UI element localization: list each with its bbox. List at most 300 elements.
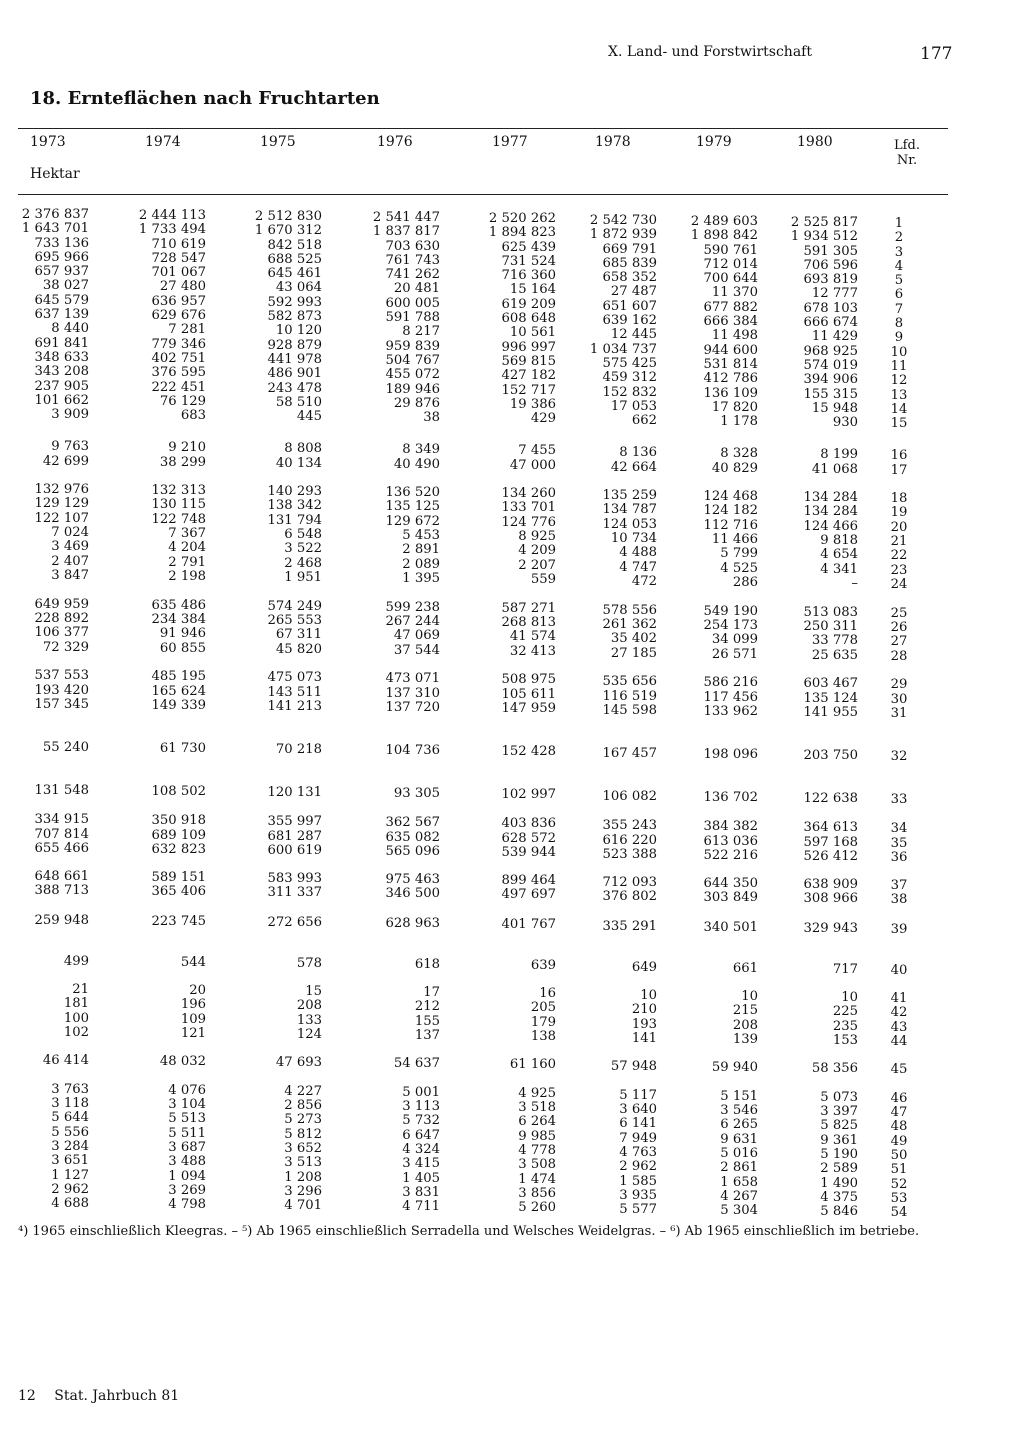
table-cell: 4 798	[168, 1197, 206, 1213]
table-cell: 102	[63, 1025, 89, 1040]
table-cell: 691 841	[34, 336, 89, 351]
table-cell: 203 750	[803, 747, 858, 763]
table-cell: 355 243	[602, 817, 657, 833]
table-cell: 473 071	[385, 671, 440, 687]
table-cell: 35 402	[610, 630, 657, 646]
table-cell: 235	[832, 1018, 858, 1034]
table-cell: 19 386	[509, 397, 556, 413]
table-cell: 108 502	[151, 784, 206, 800]
year-header: 1976	[377, 134, 413, 150]
table-cell: 5 825	[820, 1117, 858, 1133]
row-number: 28	[890, 649, 908, 664]
table-cell: 2 791	[168, 555, 206, 571]
table-cell: 2 861	[720, 1159, 758, 1175]
table-cell: 608 648	[501, 311, 556, 327]
table-cell: 346 500	[385, 886, 440, 902]
table-cell: 5 453	[402, 528, 440, 544]
table-cell: 508 975	[501, 672, 556, 688]
table-cell: 5 273	[284, 1112, 322, 1128]
table-cell: 272 656	[267, 915, 322, 931]
table-cell: 122 638	[803, 790, 858, 806]
table-cell: 2 489 603	[690, 213, 758, 229]
row-number: 17	[890, 463, 908, 478]
table-cell: 355 997	[267, 814, 322, 830]
table-cell: 544	[180, 955, 206, 971]
row-number: 49	[890, 1134, 908, 1149]
table-cell: 67 311	[275, 627, 322, 643]
table-cell: 930	[832, 414, 858, 430]
table-cell: 1 094	[168, 1169, 206, 1185]
table-cell: 589 151	[151, 870, 206, 886]
table-cell: 102 997	[501, 787, 556, 803]
table-cell: 47 000	[509, 458, 556, 474]
table-cell: 141 213	[267, 699, 322, 715]
table-cell: 6 141	[619, 1115, 657, 1131]
table-cell: 132 313	[151, 483, 206, 499]
table-cell: 644 350	[703, 875, 758, 891]
table-cell: 12 445	[610, 326, 657, 342]
table-cell: 132 976	[34, 482, 89, 497]
table-cell: 112 716	[703, 517, 758, 533]
table-cell: 4 204	[168, 540, 206, 556]
table-cell: 2 520 262	[488, 211, 556, 227]
table-cell: 348 633	[34, 350, 89, 365]
row-number: 52	[890, 1177, 908, 1192]
table-cell: 658 352	[602, 269, 657, 285]
table-cell: 2 962	[619, 1158, 657, 1174]
table-cell: 138 342	[267, 498, 322, 514]
table-cell: 155 315	[803, 386, 858, 402]
table-cell: 535 656	[602, 673, 657, 689]
table-cell: 427 182	[501, 368, 556, 384]
table-cell: 7 455	[518, 443, 556, 459]
table-cell: 677 882	[703, 299, 758, 315]
table-cell: 1 894 823	[488, 225, 556, 241]
table-cell: 928 879	[267, 338, 322, 354]
table-cell: 1 872 939	[589, 226, 657, 242]
table-cell: 133 962	[703, 703, 758, 719]
table-cell: 2 407	[51, 554, 89, 569]
table-cell: 403 836	[501, 816, 556, 832]
table-cell: 29 876	[393, 396, 440, 412]
table-cell: 5 117	[619, 1087, 657, 1103]
table-cell: 3 909	[51, 407, 89, 422]
table-cell: 120 131	[267, 785, 322, 801]
table-cell: 61 160	[509, 1057, 556, 1073]
table-cell: 657 937	[34, 264, 89, 279]
table-cell: 1 670 312	[254, 223, 322, 239]
table-cell: 208	[732, 1017, 758, 1033]
table-cell: 27 480	[159, 279, 206, 295]
table-cell: 1 395	[402, 571, 440, 587]
table-cell: 4 209	[518, 543, 556, 559]
table-cell: 5 846	[820, 1203, 858, 1219]
row-number: 7	[894, 302, 904, 317]
table-cell: 43 064	[275, 280, 322, 296]
table-cell: 539 944	[501, 845, 556, 861]
table-cell: 212	[414, 999, 440, 1015]
table-cell: 779 346	[151, 337, 206, 353]
table-cell: 3 397	[820, 1103, 858, 1119]
row-number: 29	[890, 677, 908, 692]
row-number: 30	[890, 692, 908, 707]
table-cell: 4 747	[619, 559, 657, 575]
table-cell: 459 312	[602, 369, 657, 385]
table-cell: 648 661	[34, 869, 89, 884]
table-cell: 569 815	[501, 354, 556, 370]
table-cell: 122 748	[151, 512, 206, 528]
table-cell: 340 501	[703, 919, 758, 935]
table-cell: 91 946	[159, 626, 206, 642]
table-top-rule	[18, 128, 948, 129]
table-cell: 959 839	[385, 339, 440, 355]
table-cell: 376 595	[151, 365, 206, 381]
table-cell: 639 162	[602, 312, 657, 328]
table-cell: 4 763	[619, 1144, 657, 1160]
table-cell: 54 637	[393, 1056, 440, 1072]
table-cell: 105 611	[501, 687, 556, 703]
table-cell: 3 522	[284, 541, 322, 557]
table-cell: 41 068	[811, 461, 858, 477]
table-cell: 706 596	[803, 257, 858, 273]
table-cell: 429	[530, 411, 556, 427]
table-cell: 2 891	[402, 542, 440, 558]
table-cell: 40 829	[711, 460, 758, 476]
table-cell: 12 777	[811, 285, 858, 301]
table-cell: 1 178	[720, 413, 758, 429]
table-cell: 9 361	[820, 1132, 858, 1148]
table-cell: 5 001	[402, 1085, 440, 1101]
table-cell: 4 227	[284, 1084, 322, 1100]
table-cell: 944 600	[703, 342, 758, 358]
table-cell: 2 468	[284, 556, 322, 572]
table-cell: 136 520	[385, 485, 440, 501]
table-cell: 155	[414, 1014, 440, 1030]
year-header: 1980	[797, 134, 833, 150]
table-cell: 21	[72, 982, 89, 997]
table-cell: 93 305	[393, 786, 440, 802]
table-cell: 9 763	[51, 439, 89, 454]
table-cell: 628 572	[501, 831, 556, 847]
table-cell: 7 024	[51, 525, 89, 540]
table-cell: 15	[305, 984, 322, 1000]
table-cell: 4 525	[720, 560, 758, 576]
table-cell: 2 376 837	[21, 207, 89, 222]
table-cell: 4 375	[820, 1189, 858, 1205]
table-cell: 5 016	[720, 1145, 758, 1161]
table-cell: 106 377	[34, 625, 89, 640]
row-number: 47	[890, 1105, 908, 1120]
table-cell: 10 561	[509, 325, 556, 341]
sheet-number: 12	[18, 1388, 36, 1404]
table-cell: 124	[296, 1027, 322, 1043]
table-cell: 234 384	[151, 612, 206, 628]
table-cell: 996 997	[501, 340, 556, 356]
table-cell: 669 791	[602, 241, 657, 257]
table-cell: 616 220	[602, 832, 657, 848]
lfd-nr-header: Lfd. Nr.	[894, 138, 920, 168]
row-number: 34	[890, 821, 908, 836]
table-cell: 59 940	[711, 1059, 758, 1075]
table-cell: 1 405	[402, 1171, 440, 1187]
table-cell: 8 217	[402, 324, 440, 340]
table-cell: 3 763	[51, 1082, 89, 1097]
table-cell: 2 525 817	[790, 214, 858, 230]
table-cell: 42 699	[42, 454, 89, 469]
table-cell: 350 918	[151, 813, 206, 829]
table-cell: 61 730	[159, 741, 206, 757]
table-cell: 8 328	[720, 445, 758, 461]
table-cell: 5 190	[820, 1146, 858, 1162]
table-cell: 27 487	[610, 283, 657, 299]
table-cell: 140 293	[267, 484, 322, 500]
table-cell: 3 104	[168, 1097, 206, 1113]
table-cell: 8 925	[518, 529, 556, 545]
table-cell: 537 553	[34, 668, 89, 683]
table-cell: 57 948	[610, 1058, 657, 1074]
table-cell: 265 553	[267, 613, 322, 629]
table-cell: 129 129	[34, 496, 89, 511]
table-cell: 181	[63, 996, 89, 1011]
table-cell: 41 574	[509, 629, 556, 645]
table-cell: 710 619	[151, 237, 206, 253]
table-cell: 5 304	[720, 1202, 758, 1218]
table-cell: –	[851, 575, 858, 591]
table-cell: 4 778	[518, 1143, 556, 1159]
table-cell: 20	[189, 983, 206, 999]
table-cell: 7 281	[168, 322, 206, 338]
table-cell: 40 134	[275, 456, 322, 472]
table-cell: 215	[732, 1002, 758, 1018]
table-cell: 485 195	[151, 669, 206, 685]
table-cell: 4 324	[402, 1142, 440, 1158]
table-cell: 134 260	[501, 486, 556, 502]
table-cell: 662	[631, 412, 657, 428]
table-cell: 16	[539, 986, 556, 1002]
table-cell: 655 466	[34, 841, 89, 856]
table-cell: 135 259	[602, 487, 657, 503]
table-cell: 32 413	[509, 644, 556, 660]
table-cell: 9 631	[720, 1131, 758, 1147]
table-cell: 8 136	[619, 444, 657, 460]
table-cell: 46 414	[42, 1053, 89, 1068]
table-cell: 37 544	[393, 643, 440, 659]
row-number: 2	[894, 230, 904, 245]
table-cell: 223 745	[151, 914, 206, 930]
table-cell: 645 579	[34, 293, 89, 308]
table-cell: 632 823	[151, 842, 206, 858]
row-number: 9	[894, 330, 904, 345]
table-cell: 582 873	[267, 309, 322, 325]
table-cell: 2 089	[402, 557, 440, 573]
table-cell: 3 118	[51, 1096, 89, 1111]
row-number: 11	[890, 359, 908, 374]
row-number: 37	[890, 878, 908, 893]
table-cell: 703 630	[385, 239, 440, 255]
table-cell: 899 464	[501, 873, 556, 889]
table-cell: 412 786	[703, 370, 758, 386]
table-cell: 6 264	[518, 1114, 556, 1130]
table-cell: 565 096	[385, 844, 440, 860]
table-cell: 376 802	[602, 888, 657, 904]
table-cell: 733 136	[34, 236, 89, 251]
table-cell: 303 849	[703, 889, 758, 905]
table-cell: 637 139	[34, 307, 89, 322]
row-number: 16	[890, 448, 908, 463]
table-cell: 33 778	[811, 632, 858, 648]
table-cell: 4 076	[168, 1083, 206, 1099]
table-cell: 603 467	[803, 675, 858, 691]
table-cell: 124 053	[602, 516, 657, 532]
table-cell: 7 949	[619, 1130, 657, 1146]
table-cell: 599 238	[385, 600, 440, 616]
row-number: 4	[894, 259, 904, 274]
table-cell: 592 993	[267, 295, 322, 311]
row-number: 32	[890, 749, 908, 764]
table-cell: 104 736	[385, 743, 440, 759]
table-cell: 574 249	[267, 599, 322, 615]
table-cell: 9 985	[518, 1129, 556, 1145]
table-cell: 4 925	[518, 1086, 556, 1102]
row-number: 40	[890, 963, 908, 978]
table-cell: 228 892	[34, 611, 89, 626]
table-cell: 117 456	[703, 689, 758, 705]
table-cell: 1 127	[51, 1168, 89, 1183]
table-cell: 167 457	[602, 745, 657, 761]
table-cell: 5 151	[720, 1088, 758, 1104]
table-cell: 196	[180, 997, 206, 1013]
year-header: 1979	[696, 134, 732, 150]
footer-source: Stat. Jahrbuch 81	[54, 1388, 180, 1404]
table-cell: 10	[640, 987, 657, 1003]
table-cell: 138	[530, 1029, 556, 1045]
table-cell: 499	[63, 954, 89, 969]
row-number: 14	[890, 402, 908, 417]
table-cell: 681 287	[267, 829, 322, 845]
table-cell: 717	[832, 961, 858, 977]
table-cell: 134 284	[803, 489, 858, 505]
table-cell: 135 124	[803, 690, 858, 706]
table-cell: 124 182	[703, 502, 758, 518]
table-cell: 678 103	[803, 300, 858, 316]
row-number: 20	[890, 520, 908, 535]
table-cell: 139	[732, 1031, 758, 1047]
table-cell: 384 382	[703, 818, 758, 834]
table-cell: 394 906	[803, 371, 858, 387]
table-cell: 135 125	[385, 499, 440, 515]
table-cell: 2 589	[820, 1160, 858, 1176]
table-cell: 5 732	[402, 1113, 440, 1129]
table-cell: 124 776	[501, 515, 556, 531]
table-cell: 587 271	[501, 601, 556, 617]
table-cell: 1 733 494	[138, 222, 206, 238]
table-cell: 600 005	[385, 296, 440, 312]
table-cell: 688 525	[267, 252, 322, 268]
table-cell: 210	[631, 1001, 657, 1017]
table-cell: 11 429	[811, 328, 858, 344]
table-cell: 4 488	[619, 544, 657, 560]
table-cell: 578	[296, 956, 322, 972]
row-number: 26	[890, 620, 908, 635]
row-number: 43	[890, 1020, 908, 1035]
table-cell: 574 019	[803, 357, 858, 373]
table-cell: 549 190	[703, 603, 758, 619]
table-cell: 5 577	[619, 1201, 657, 1217]
table-cell: 651 607	[602, 298, 657, 314]
table-cell: 268 813	[501, 615, 556, 631]
table-cell: 109	[180, 1012, 206, 1028]
table-cell: 364 613	[803, 819, 858, 835]
table-cell: 311 337	[267, 885, 322, 901]
table-cell: 3 469	[51, 539, 89, 554]
table-cell: 137	[414, 1028, 440, 1044]
table-cell: 193	[631, 1016, 657, 1032]
row-number: 50	[890, 1148, 908, 1163]
table-cell: 712 093	[602, 874, 657, 890]
page-number: 177	[920, 44, 953, 64]
table-cell: 3 847	[51, 568, 89, 583]
table-cell: 728 547	[151, 251, 206, 267]
table-cell: 531 814	[703, 356, 758, 372]
table-cell: 133 701	[501, 500, 556, 516]
table-cell: 3 652	[284, 1141, 322, 1157]
table-cell: 3 546	[720, 1102, 758, 1118]
year-header: 1975	[260, 134, 296, 150]
table-cell: 11 498	[711, 327, 758, 343]
table-cell: 666 674	[803, 314, 858, 330]
table-cell: 11 370	[711, 284, 758, 300]
table-cell: 968 925	[803, 343, 858, 359]
table-cell: 4 711	[402, 1199, 440, 1215]
table-cell: 1 658	[720, 1174, 758, 1190]
table-cell: 455 072	[385, 367, 440, 383]
table-cell: 17	[423, 985, 440, 1001]
table-cell: 2 444 113	[138, 208, 206, 224]
table-cell: 3 513	[284, 1155, 322, 1171]
row-number: 22	[890, 548, 908, 563]
row-number: 42	[890, 1005, 908, 1020]
table-cell: 335 291	[602, 918, 657, 934]
table-cell: 475 073	[267, 670, 322, 686]
row-number: 35	[890, 836, 908, 851]
year-header: 1978	[595, 134, 631, 150]
footnote: ⁴) 1965 einschließlich Kleegras. – ⁵) Ab 1965 einschließlich Serradella und Welsches Weidelgras. – ⁶) Ab 1965 einschließlich im betriebe.	[18, 1224, 920, 1239]
table-cell: 5 812	[284, 1127, 322, 1143]
table-cell: 741 262	[385, 267, 440, 283]
table-cell: 712 014	[703, 256, 758, 272]
table-cell: 618	[414, 957, 440, 973]
table-cell: 189 946	[385, 382, 440, 398]
table-cell: 141 955	[803, 704, 858, 720]
table-cell: 700 644	[703, 270, 758, 286]
table-cell: 695 966	[34, 250, 89, 265]
row-number: 44	[890, 1034, 908, 1049]
table-cell: 2 541 447	[372, 210, 440, 226]
table-cell: 152 717	[501, 383, 556, 399]
table-cell: 5 556	[51, 1125, 89, 1140]
row-number: 10	[890, 345, 908, 360]
row-number: 53	[890, 1191, 908, 1206]
table-cell: 597 168	[803, 834, 858, 850]
row-number: 33	[890, 792, 908, 807]
table-cell: 143 511	[267, 685, 322, 701]
table-cell: 329 943	[803, 920, 858, 936]
table-cell: 11 466	[711, 531, 758, 547]
table-cell: 38 027	[42, 278, 89, 293]
table-cell: 4 688	[51, 1196, 89, 1211]
table-cell: 5 260	[518, 1200, 556, 1216]
table-cell: 7 367	[168, 526, 206, 542]
